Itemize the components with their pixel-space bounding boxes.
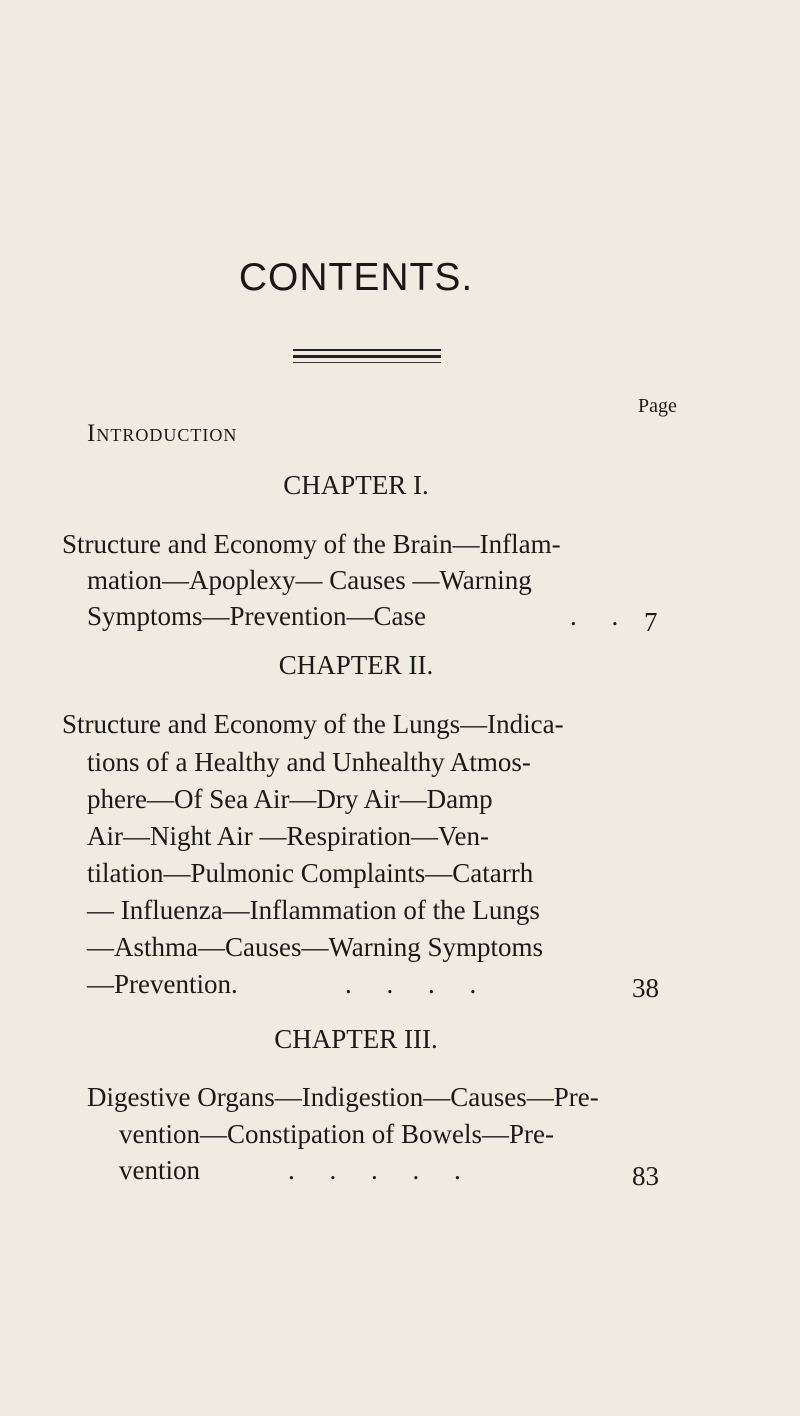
summary-line: tions of a Healthy and Unhealthy Atmos- — [87, 747, 531, 777]
title-rule — [293, 362, 441, 363]
summary-line: —Asthma—Causes—Warning Symptoms — [87, 932, 544, 962]
summary-line: — Influenza—Inflammation of the Lungs — [87, 895, 540, 925]
summary-line: —Prevention. — [87, 969, 238, 999]
summary-line: tilation—Pulmonic Complaints—Catarrh — [87, 858, 534, 888]
summary-line: vention—Constipation of Bowels—Pre- — [119, 1119, 554, 1149]
leader-dots: . . . . . — [288, 1155, 461, 1185]
introduction-entry: Introduction — [87, 420, 238, 447]
summary-line: vention — [119, 1155, 200, 1185]
leader-dots: . . — [570, 601, 619, 631]
summary-line: phere—Of Sea Air—Dry Air—Damp — [87, 784, 493, 814]
title-rule — [293, 355, 441, 358]
leader-dots: . . . . — [345, 969, 477, 999]
summary-line: Digestive Organs—Indigestion—Causes—Pre- — [87, 1082, 599, 1112]
page-number: 83 — [632, 1161, 659, 1191]
page-number: 7 — [644, 607, 658, 637]
title-rule — [293, 349, 441, 351]
summary-line: mation—Apoplexy— Causes —Warning — [87, 565, 532, 595]
chapter-heading: CHAPTER III. — [274, 1024, 438, 1054]
summary-line: Structure and Economy of the Lungs—Indica- — [62, 709, 564, 739]
page-title: CONTENTS. — [238, 256, 474, 299]
page-column-label: Page — [638, 395, 677, 417]
summary-line: Structure and Economy of the Brain—Inflam- — [62, 529, 561, 559]
summary-line: Symptoms—Prevention—Case — [87, 601, 426, 631]
chapter-heading: CHAPTER I. — [283, 470, 429, 500]
summary-line: Air—Night Air —Respiration—Ven- — [87, 821, 489, 851]
chapter-heading: CHAPTER II. — [278, 650, 434, 680]
page-number: 38 — [632, 973, 659, 1003]
